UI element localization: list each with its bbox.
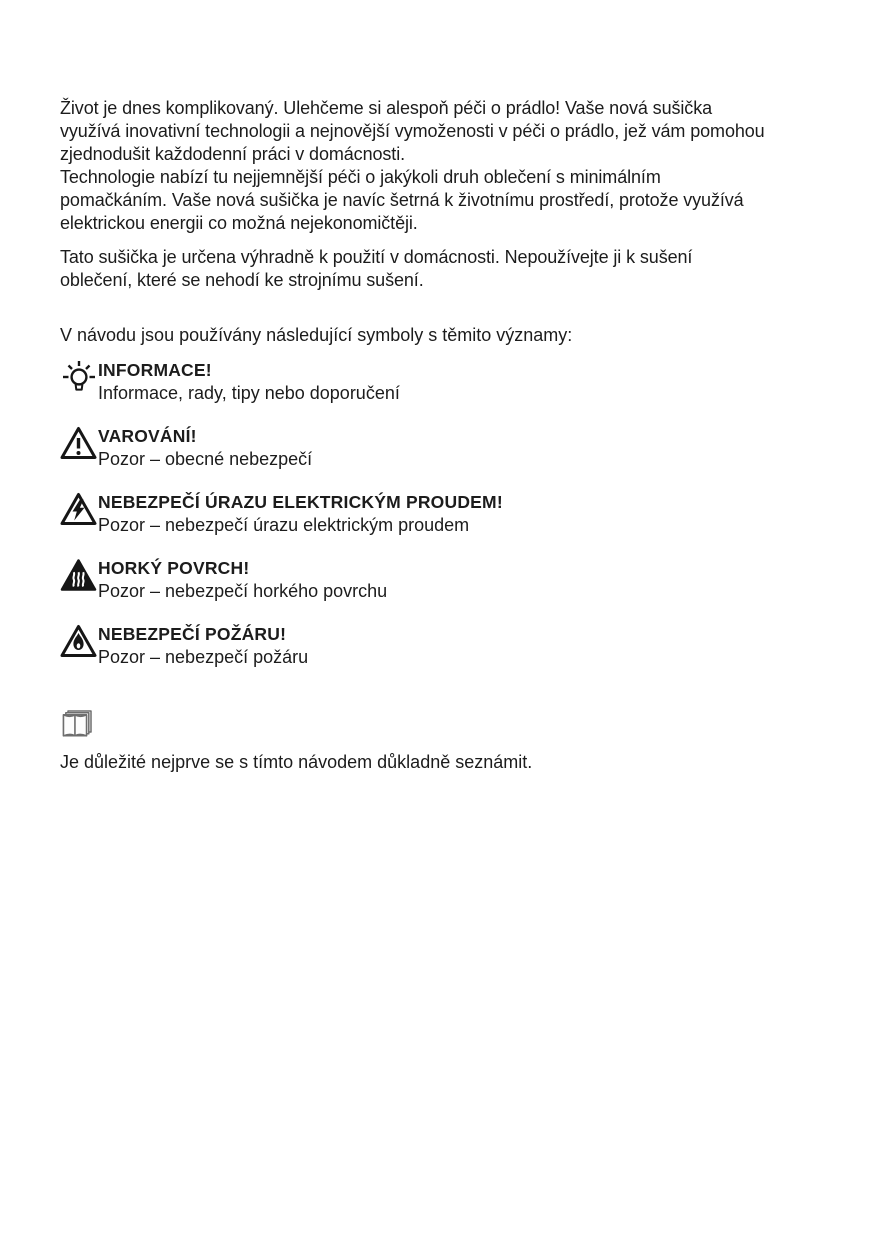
- hot-surface-triangle-icon: [60, 557, 98, 592]
- page-content: [60, 97, 830, 774]
- symbol-text: [98, 425, 312, 471]
- intro-line: Technologie nabízí tu nejjemnější péči o jakýkoli druh oblečení s minimálním: [60, 167, 661, 187]
- symbol-legend: [60, 359, 830, 669]
- symbol-row-hot-surface: [60, 557, 830, 603]
- symbol-title: NEBEZPEČÍ ÚRAZU ELEKTRICKÝM PROUDEM!: [98, 492, 503, 512]
- intro-line: pomačkáním. Vaše nová sušička je navíc šetrná k životnímu prostředí, protože využívá: [60, 190, 744, 210]
- fire-hazard-triangle-icon: [60, 623, 98, 658]
- symbols-intro-text: V návodu jsou používány následující symboly s těmito významy:: [60, 325, 573, 345]
- symbol-text: [98, 623, 308, 669]
- symbol-description: Pozor – nebezpečí horkého povrchu: [98, 581, 388, 601]
- symbol-row-warning: [60, 425, 830, 471]
- electric-shock-triangle-icon: [60, 491, 98, 526]
- intro-line: elektrickou energii co možná nejekonomičtěji.: [60, 213, 418, 233]
- symbol-text: [98, 359, 400, 405]
- intro-line: Život je dnes komplikovaný. Ulehčeme si alespoň péči o prádlo! Vaše nová sušička: [60, 98, 713, 118]
- symbol-row-electric-shock: [60, 491, 830, 537]
- symbol-description: Pozor – nebezpečí požáru: [98, 647, 309, 667]
- lightbulb-tip-icon: [60, 359, 98, 398]
- symbol-title: NEBEZPEČÍ POŽÁRU!: [98, 624, 287, 644]
- symbol-title: HORKÝ POVRCH!: [98, 558, 250, 578]
- intro-line: využívá inovativní technologii a nejnovější vymoženosti v péči o prádlo, jež vám pomohou: [60, 121, 765, 141]
- symbol-description: Pozor – obecné nebezpečí: [98, 449, 313, 469]
- symbol-description: Pozor – nebezpečí úrazu elektrickým proudem: [98, 515, 470, 535]
- intro-line: zjednodušit každodenní práci v domácnosti.: [60, 144, 406, 164]
- symbol-text: [98, 491, 503, 537]
- read-manual-note: [60, 709, 830, 774]
- symbol-text: [98, 557, 387, 603]
- symbol-row-fire: [60, 623, 830, 669]
- read-manual-text: Je důležité nejprve se s tímto návodem důkladně seznámit.: [60, 752, 533, 772]
- symbol-title: INFORMACE!: [98, 360, 212, 380]
- symbol-title: VAROVÁNÍ!: [98, 426, 197, 446]
- intended-use-paragraph: [60, 246, 830, 292]
- general-warning-triangle-icon: [60, 425, 98, 460]
- usage-line: Tato sušička je určena výhradně k použití v domácnosti. Nepoužívejte ji k sušení: [60, 247, 693, 267]
- symbol-description: Informace, rady, tipy nebo doporučení: [98, 383, 400, 403]
- symbol-row-information: [60, 359, 830, 405]
- open-book-icon: [60, 726, 94, 743]
- usage-line: oblečení, které se nehodí ke strojnímu sušení.: [60, 270, 424, 290]
- intro-paragraphs: [60, 97, 830, 235]
